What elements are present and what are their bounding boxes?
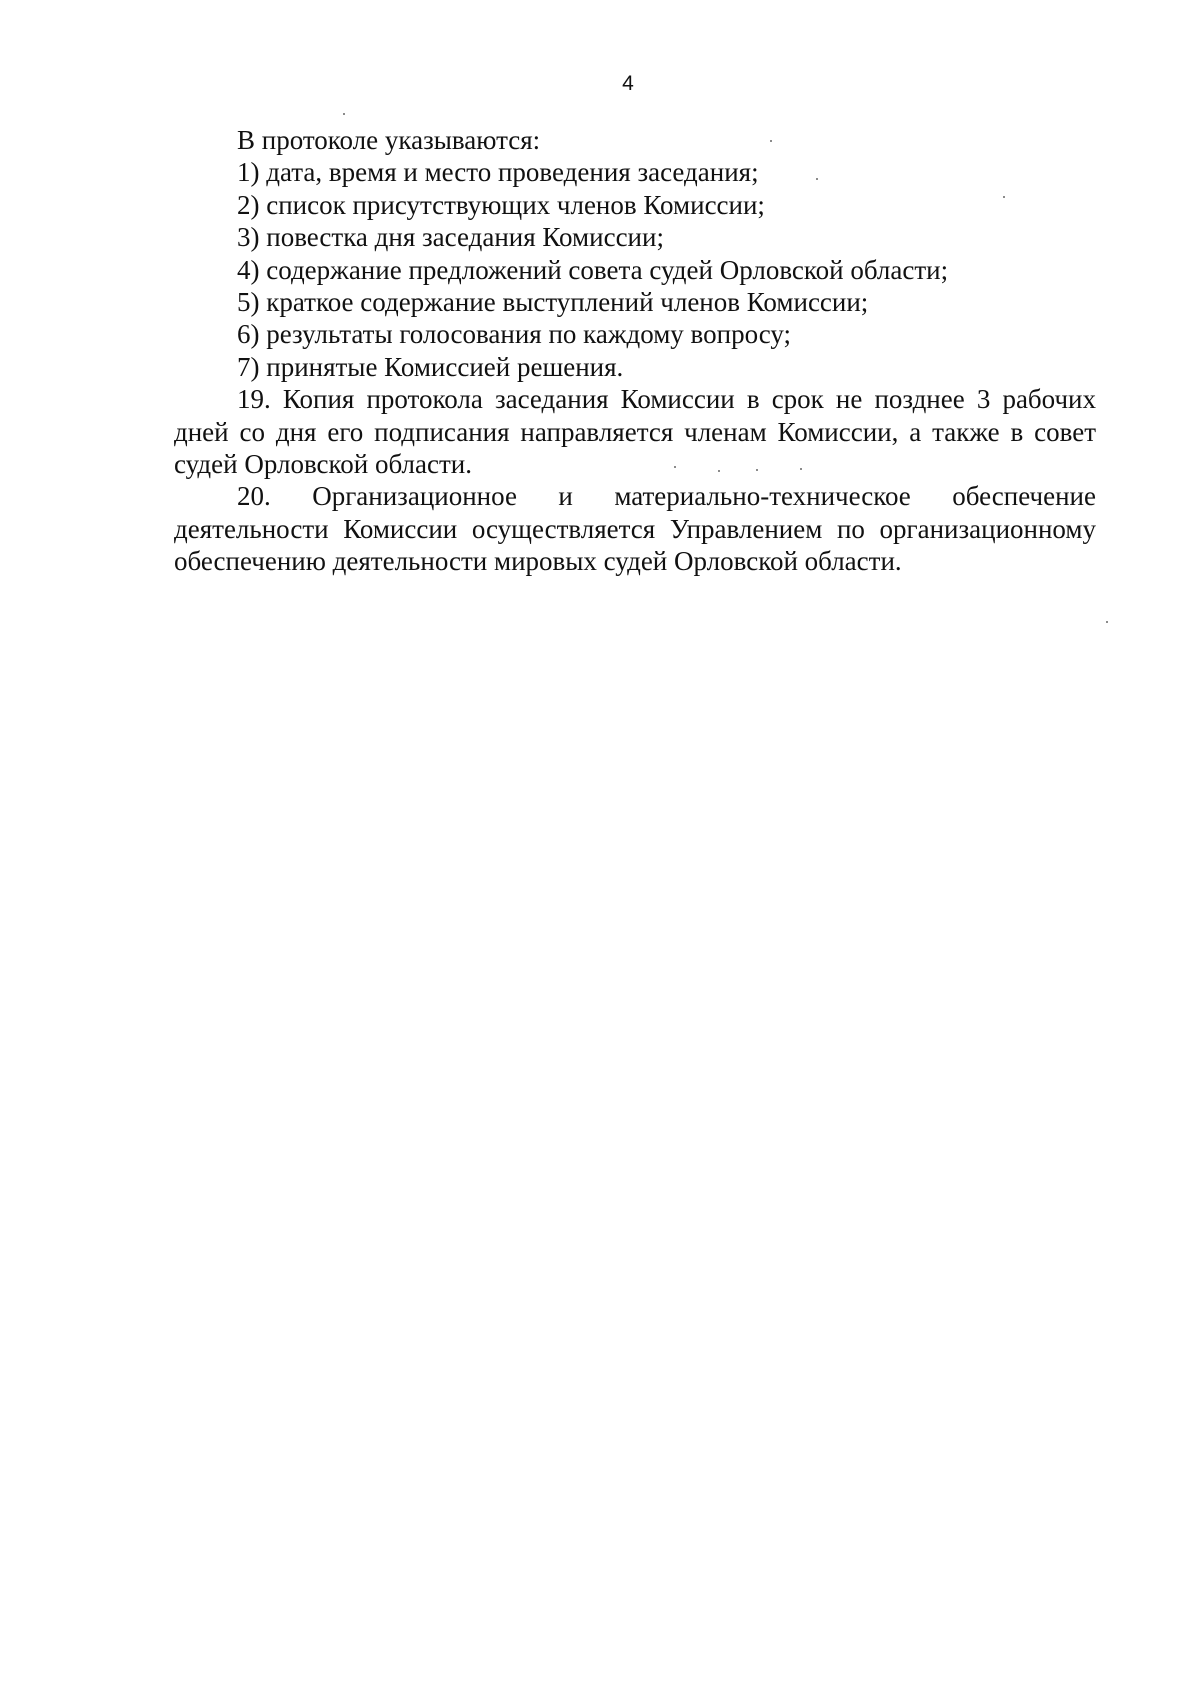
paragraph-20-line-1: 20. Организационное и материально-техническое обеспечение <box>237 481 1096 512</box>
scan-speck <box>1106 621 1108 623</box>
list-item: 2) список присутствующих членов Комиссии; <box>237 189 765 220</box>
paragraph-19-line-1: 19. Копия протокола заседания Комиссии в срок не позднее 3 рабочих <box>237 384 1096 415</box>
scan-speck <box>1003 196 1005 198</box>
list-item: 3) повестка дня заседания Комиссии; <box>237 222 664 253</box>
list-item: 7) принятые Комиссией решения. <box>237 351 624 382</box>
paragraph-19-line-3: судей Орловской области. <box>174 449 472 480</box>
document-body <box>174 124 1096 578</box>
paragraph-20-line-2: деятельности Комиссии осуществляется Управлением по организационному <box>174 513 1096 544</box>
list-item: 6) результаты голосования по каждому вопросу; <box>237 319 792 350</box>
list-item: 5) краткое содержание выступлений членов Комиссии; <box>237 287 869 318</box>
scan-speck <box>770 140 772 142</box>
paragraph-20-line-3: обеспечению деятельности мировых судей Орловской области. <box>174 546 902 577</box>
list-item: 1) дата, время и место проведения заседания; <box>237 157 759 188</box>
scan-speck <box>343 113 345 115</box>
scan-speck <box>816 178 818 180</box>
list-item: 4) содержание предложений совета судей Орловской области; <box>237 254 949 285</box>
scan-speck <box>756 469 758 471</box>
scan-speck <box>800 468 802 470</box>
paragraph-19-line-2: дней со дня его подписания направляется членам Комиссии, а также в совет <box>174 416 1096 447</box>
page-number: 4 <box>622 72 634 95</box>
scan-speck <box>674 466 676 468</box>
scan-speck <box>718 470 720 472</box>
list-intro: В протоколе указываются: <box>237 125 541 155</box>
